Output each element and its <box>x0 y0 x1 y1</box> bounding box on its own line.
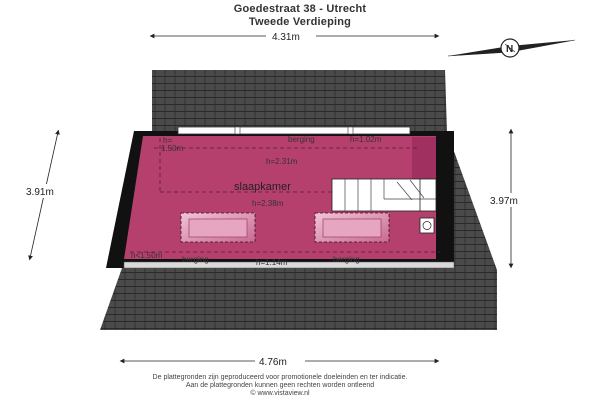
height-bottom-center: h=1.14m <box>256 258 288 267</box>
storage-label-bottom-left: berging <box>182 255 209 264</box>
sink-fixture <box>420 218 434 233</box>
storage-label-bottom-right: berging <box>333 255 360 264</box>
top-window-frame <box>178 127 410 134</box>
dimension-left-depth-label: 3.91m <box>26 187 54 198</box>
window-mullion-1 <box>235 127 240 134</box>
floor-title: Tweede Verdieping <box>248 16 352 28</box>
room-label-slaapkamer: slaapkamer <box>234 181 291 193</box>
window-mullion-2 <box>348 127 353 134</box>
dimension-right-depth-label: 3.97m <box>490 196 518 207</box>
staircase <box>332 179 436 211</box>
footer-copyright: © www.vistaview.nl <box>250 390 310 397</box>
footer-disclaimer-2: Aan de plattegronden kunnen geen rechten worden ontleend <box>185 382 375 389</box>
dimension-top-width-label: 4.31m <box>272 32 300 43</box>
height-bottom-left: h<1.50m <box>131 251 163 260</box>
low-ceiling-zone-right <box>412 137 436 179</box>
height-lower: h=2.38m <box>252 199 284 208</box>
height-center: h=2.31m <box>266 157 298 166</box>
bottom-floor-edge <box>124 262 454 268</box>
compass-letter: N <box>506 44 514 55</box>
dimension-bottom-width-label: 4.76m <box>259 357 287 368</box>
height-top-left-line1: h= <box>163 136 173 145</box>
address-title: Goedestraat 38 - Utrecht <box>233 3 367 15</box>
storage-label-top: berging <box>288 135 315 144</box>
height-top-right: h=1.02m <box>350 135 382 144</box>
footer-disclaimer-1: De plattegronden zijn geproduceerd voor promotionele doeleinden en ter indicatie. <box>152 374 408 381</box>
height-top-left-line2: 1.50m <box>161 144 184 153</box>
